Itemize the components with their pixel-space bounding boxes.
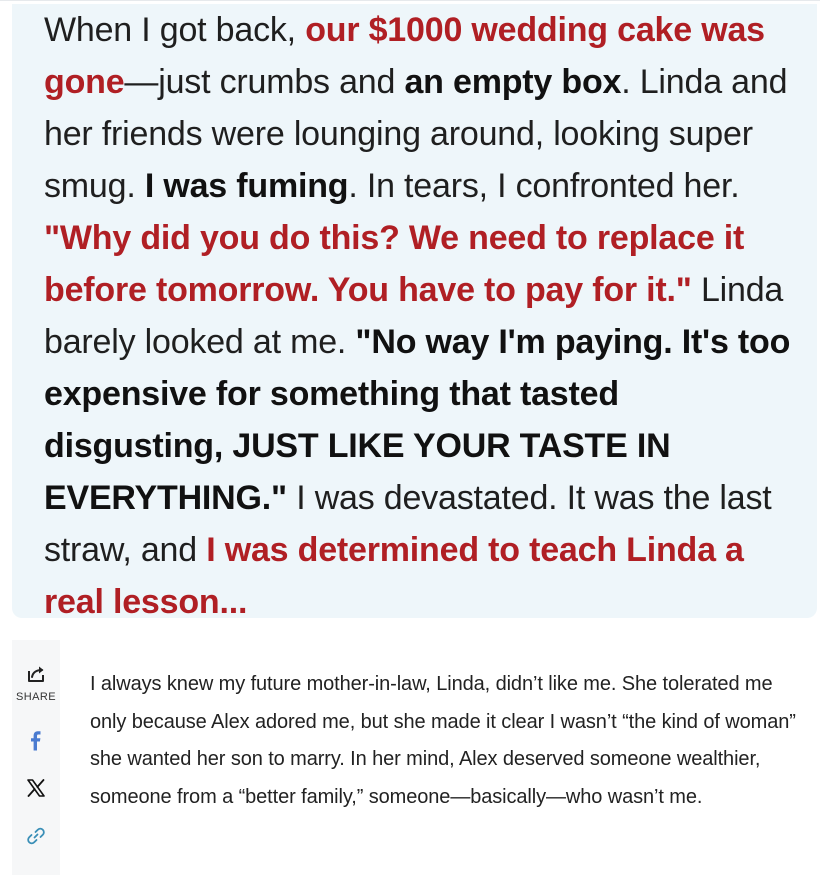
- facebook-icon: [28, 731, 44, 756]
- story-segment-highlight: "Why did you do this? We need to replace it before tomorrow. You have to pay for it.": [44, 219, 745, 309]
- story-segment: Linda barely looked at me.: [44, 271, 784, 361]
- share-label: SHARE: [16, 691, 56, 703]
- story-segment-bold: an empty box: [404, 63, 622, 101]
- x-share-button[interactable]: [22, 776, 50, 804]
- story-segment-bold: I was fuming: [144, 167, 349, 205]
- article-paragraph: I always knew my future mother-in-law, Linda, didn’t like me. She tolerated me only because Alex adored me, but she made it clear I wasn’t “the kind of woman” she wanted her son to marry. In her mind, Alex deserved someone wealthier, someone from a “better family,” someone—basically—who wasn’t me.: [90, 673, 796, 808]
- story-segment-highlight: our $1000 wedding cake was gone: [44, 11, 765, 101]
- story-segment: . In tears, I confronted her.: [348, 167, 740, 205]
- story-image-card: [12, 4, 817, 618]
- share-rail: [12, 640, 60, 875]
- link-icon: [26, 826, 46, 851]
- story-segment-bold: "No way I'm paying. It's too expensive for something that tasted disgusting, JUST LIKE YOUR TASTE IN EVERYTHING.": [44, 323, 791, 517]
- story-segment: I was devastated. It was the last straw, and: [44, 479, 772, 569]
- share-icon[interactable]: [24, 662, 48, 686]
- facebook-share-button[interactable]: [22, 729, 50, 757]
- story-segment: . Linda and her friends were lounging around, looking super smug.: [44, 63, 788, 205]
- story-segment: —just crumbs and: [124, 63, 405, 101]
- story-text: [44, 4, 804, 618]
- story-segment: When I got back,: [44, 11, 306, 49]
- story-segment-highlight: I was determined to teach Linda a real lesson...: [44, 531, 744, 618]
- copy-link-button[interactable]: [22, 824, 50, 852]
- x-icon: [27, 779, 45, 802]
